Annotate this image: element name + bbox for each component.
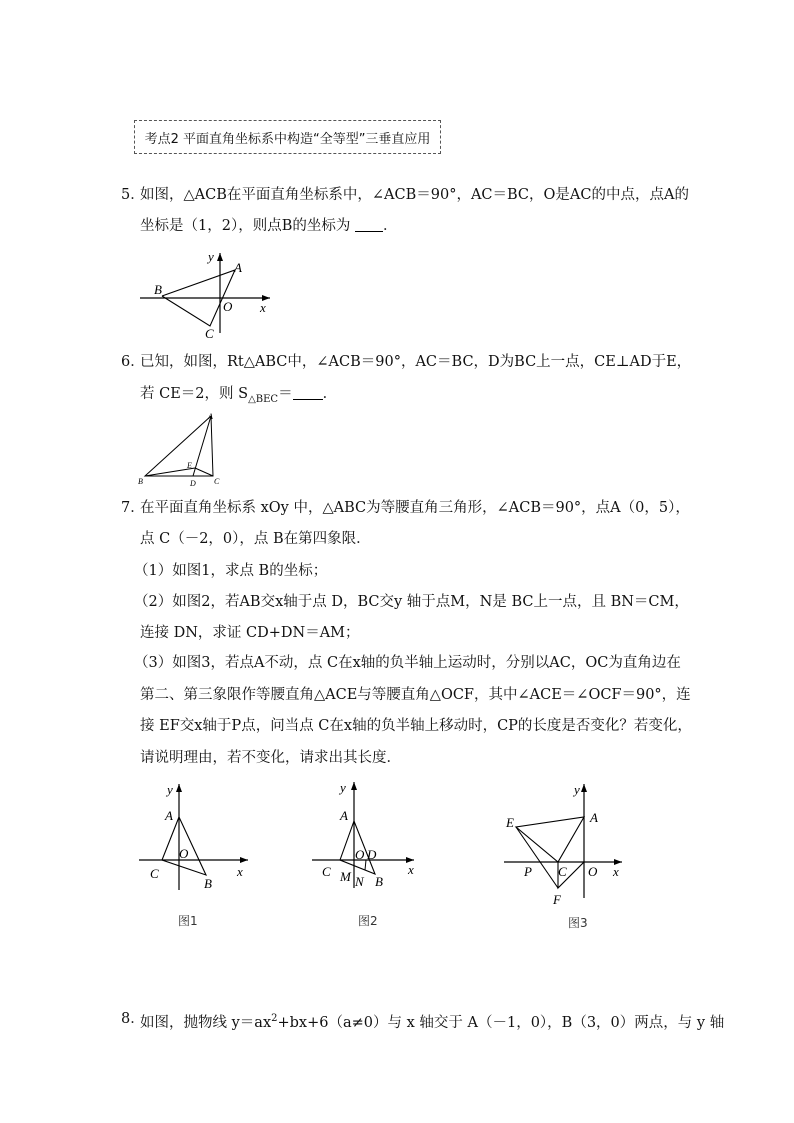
q7-line5: 连接 DN，求证 CD+DN＝AM； — [140, 625, 360, 641]
q7-line4: （2）如图2，若AB交x轴于点 D，BC交y 轴于点M，N是 BC上一点，且 BN＝CM， — [134, 594, 689, 610]
fig3-label-x: x — [613, 864, 619, 879]
q7-line3: （1）如图1，求点 B的坐标； — [134, 563, 328, 579]
q5-line1: 如图，△ACB在平面直角坐标系中，∠ACB＝90°，AC＝BC，O是AC的中点，点A的 — [140, 187, 689, 203]
q6-line2-end: ． — [322, 386, 338, 402]
fig1-label-A: A — [165, 808, 173, 823]
q6-figure — [135, 410, 230, 488]
fig2-label-D: D — [367, 847, 377, 862]
fig2-label-x: x — [408, 862, 414, 877]
q7-line1: 在平面直角坐标系 xOy 中，△ABC为等腰直角三角形，∠ACB＝90°，点A（0，5）， — [140, 500, 690, 516]
q5-label-O: O — [223, 299, 233, 314]
fig3-label-E: E — [506, 815, 514, 830]
q6-line1: 已知，如图，Rt△ABC中，∠ACB＝90°，AC＝BC，D为BC上一点，CE⊥AD于E， — [140, 354, 692, 370]
fig1-label-x: x — [237, 864, 243, 879]
fig2-label-C: C — [322, 864, 331, 879]
fig1-label-y: y — [167, 782, 173, 797]
q7-line6: （3）如图3，若点A不动，点 C在x轴的负半轴上运动时，分别以AC，OC为直角边在 — [134, 655, 681, 671]
q5-figure — [130, 248, 290, 343]
fig3-label-F: F — [553, 892, 561, 907]
q7-figure1 — [135, 780, 260, 892]
fig2-label-M: M — [340, 869, 351, 884]
q6-label-B: B — [138, 477, 143, 486]
q6-number: 6． — [121, 354, 145, 370]
q8-superscript: 2 — [271, 1013, 278, 1024]
fig2-caption: 图2 — [358, 914, 378, 928]
q5-label-y: y — [208, 249, 214, 264]
q6-answer-blank — [293, 385, 323, 400]
q5-line2-text: 坐标是（1，2），则点B的坐标为 — [140, 218, 355, 234]
q8-line1-end: +bx+6（a≠0）与 x 轴交于 A（－1，0），B（3，0）两点，与 y 轴 — [277, 1014, 725, 1031]
q6-line2-text: 若 CE＝2，则 S — [140, 386, 249, 402]
fig3-label-A: A — [590, 810, 598, 825]
q5-number: 5． — [121, 187, 145, 203]
q5-label-x: x — [260, 300, 266, 315]
fig2-label-A: A — [340, 808, 348, 823]
fig3-label-C: C — [558, 864, 567, 879]
section-title: 考点2 平面直角坐标系中构造“全等型”三垂直应用 — [134, 120, 441, 154]
q7-figure3 — [502, 780, 632, 908]
q7-line2: 点 C（－2，0），点 B在第四象限． — [140, 531, 371, 547]
fig3-label-y: y — [574, 782, 580, 797]
q5-line2-end: ． — [382, 218, 398, 234]
q5-label-A: A — [234, 260, 242, 275]
q5-line2 — [140, 216, 397, 236]
q7-line9: 请说明理由，若不变化，请求出其长度． — [140, 750, 401, 766]
q8-line1 — [140, 1009, 724, 1033]
fig1-label-C: C — [150, 866, 159, 881]
q8-number: 8． — [121, 1011, 145, 1027]
fig2-label-y: y — [340, 780, 346, 795]
fig1-label-B: B — [204, 876, 212, 891]
q6-label-D: D — [190, 479, 196, 488]
fig1-caption: 图1 — [178, 914, 198, 928]
fig2-label-N: N — [355, 874, 364, 889]
fig3-label-O: O — [588, 864, 598, 879]
q5-answer-blank — [355, 217, 383, 232]
q6-equals: ＝ — [278, 386, 293, 402]
q7-line8: 接 EF交x轴于P点，问当点 C在x轴的负半轴上移动时，CP的长度是否变化？若变化， — [140, 718, 692, 734]
q6-label-C: C — [214, 477, 220, 486]
q8-line1-start: 如图，抛物线 y＝ax — [140, 1014, 272, 1031]
q6-label-A: A — [208, 412, 213, 421]
q6-label-E: E — [187, 461, 192, 470]
q6-subscript: △BEC — [248, 393, 279, 405]
fig2-label-B: B — [375, 874, 383, 889]
q5-label-C: C — [205, 326, 214, 341]
fig3-caption: 图3 — [568, 916, 588, 930]
q7-figure2 — [310, 778, 425, 890]
q5-label-B: B — [154, 282, 162, 297]
fig2-label-O: O — [355, 847, 365, 862]
q7-line7: 第二、第三象限作等腰直角△ACE与等腰直角△OCF，其中∠ACE＝∠OCF＝90°，连 — [140, 687, 691, 703]
fig1-label-O: O — [179, 846, 189, 861]
q7-number: 7． — [121, 500, 145, 516]
fig3-label-P: P — [524, 864, 532, 879]
q6-line2 — [140, 384, 337, 410]
